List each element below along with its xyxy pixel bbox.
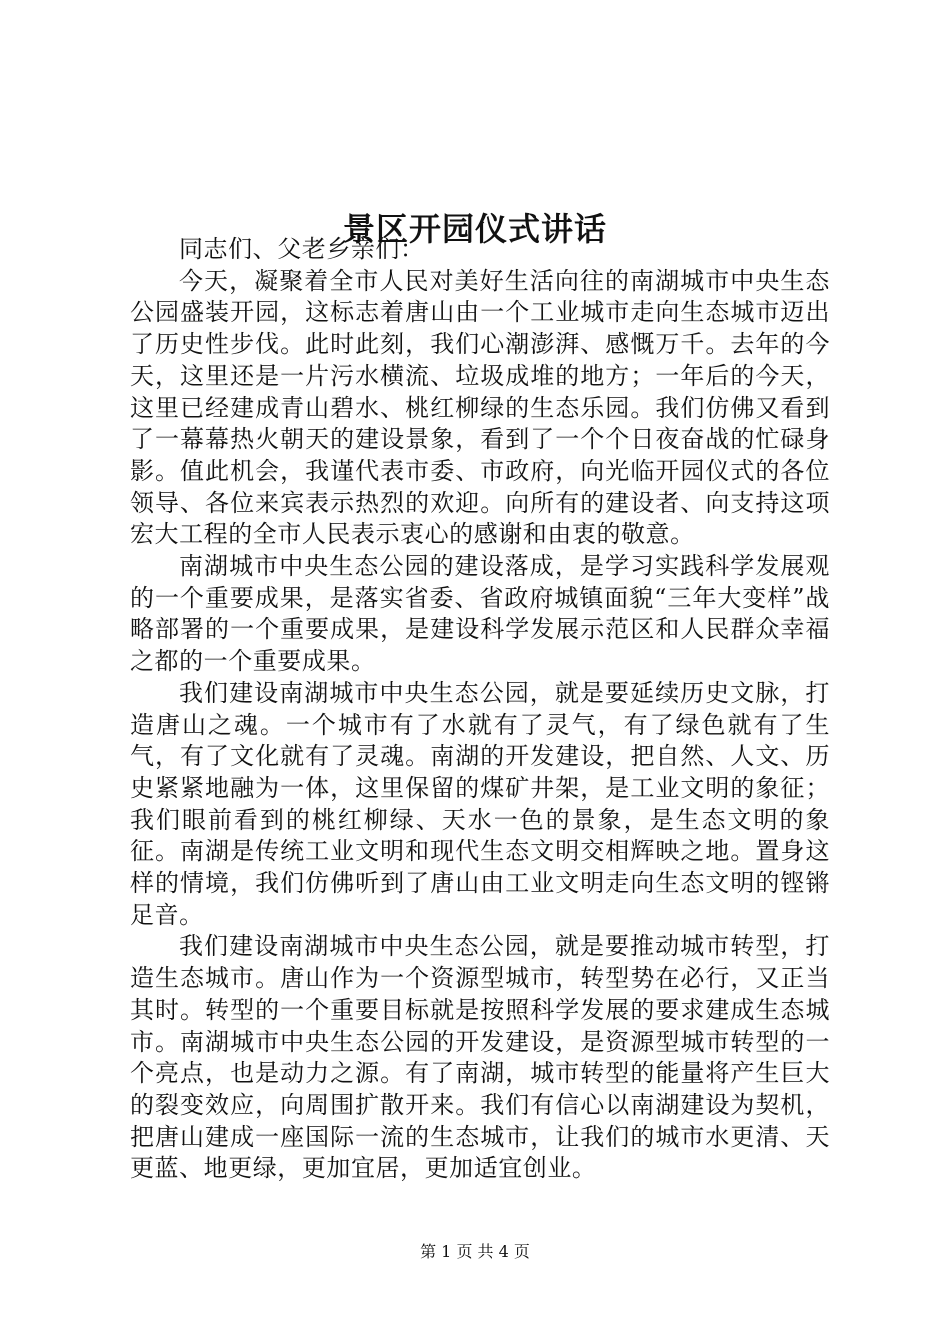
- body-paragraph-4: 我们建设南湖城市中央生态公园，就是要推动城市转型，打造生态城市。唐山作为一个资源型城市，转型势在必行，又正当其时。转型的一个重要目标就是按照科学发展的要求建成生态城市。南湖城市中央生态公园的开发建设，是资源型城市转型的一个亮点，也是动力之源。有了南湖，城市转型的能量将产生巨大的裂变效应，向周围扩散开来。我们有信心以南湖建设为契机，把唐山建成一座国际一流的生态城市，让我们的城市水更清、天更蓝、地更绿，更加宜居，更加适宜创业。: [130, 932, 830, 1183]
- salutation-paragraph: 同志们、父老乡亲们：: [179, 235, 425, 263]
- body-paragraph-2: 南湖城市中央生态公园的建设落成，是学习实践科学发展观的一个重要成果，是落实省委、省政府城镇面貌“三年大变样”战略部署的一个重要成果，是建设科学发展示范区和人民群众幸福之都的一个重要成果。: [130, 552, 830, 676]
- body-paragraph-1: 今天，凝聚着全市人民对美好生活向往的南湖城市中央生态公园盛装开园，这标志着唐山由一个工业城市走向生态城市迈出了历史性步伐。此时此刻，我们心潮澎湃、感慨万千。去年的今天，这里还是一片污水横流、垃圾成堆的地方；一年后的今天，这里已经建成青山碧水、桃红柳绿的生态乐园。我们仿佛又看到了一幕幕热火朝天的建设景象，看到了一个个日夜奋战的忙碌身影。值此机会，我谨代表市委、市政府，向光临开园仪式的各位领导、各位来宾表示热烈的欢迎。向所有的建设者、向支持这项宏大工程的全市人民表示衷心的感谢和由衷的敬意。: [130, 266, 830, 549]
- document-title: 景区开园仪式讲话: [342, 210, 607, 249]
- document-body: [130, 234, 830, 1185]
- page-footer: 第 1 页 共 4 页: [420, 1242, 530, 1261]
- body-paragraph-3: 我们建设南湖城市中央生态公园，就是要延续历史文脉，打造唐山之魂。一个城市有了水就有了灵气，有了绿色就有了生气，有了文化就有了灵魂。南湖的开发建设，把自然、人文、历史紧紧地融为一体，这里保留的煤矿井架，是工业文明的象征；我们眼前看到的桃红柳绿、天水一色的景象，是生态文明的象征。南湖是传统工业文明和现代生态文明交相辉映之地。置身这样的情境，我们仿佛听到了唐山由工业文明走向生态文明的铿锵足音。: [130, 678, 830, 929]
